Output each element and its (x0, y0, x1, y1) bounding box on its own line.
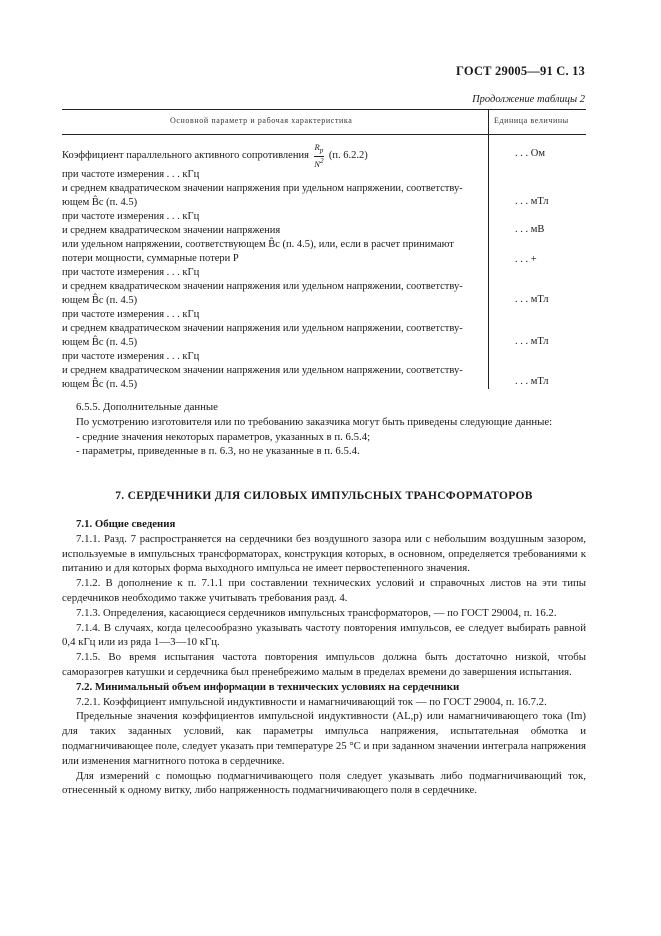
paragraph: 7.1.2. В дополнение к п. 7.1.1 при составлении технических условий и справочных листов на эти типы сердечников необходимо также учитывать требования разд. 4. (62, 577, 586, 604)
list-item: - средние значения некоторых параметров, указанных в п. 6.5.4; (76, 430, 371, 443)
row-unit: . . . мТл (515, 376, 549, 387)
subsection-heading: 7.1. Общие сведения (76, 518, 176, 530)
row-line: при частоте измерения . . . кГц (62, 211, 200, 222)
row-line: и среднем квадратическом значении напряжения при удельном напряжении, соответству- (62, 183, 463, 195)
row-line: ющем B̂c (п. 4.5) (62, 197, 138, 209)
row-line: и среднем квадратическом значении напряжения или удельном напряжении, соответству- (62, 365, 463, 377)
rp-over-n2-fraction (314, 143, 325, 169)
paragraph: По усмотрению изготовителя или по требованию заказчика могут быть приведены следующие данные: (76, 415, 553, 428)
table-header-unit: Единица величины (494, 116, 569, 125)
paragraph: 7.1.3. Определения, касающиеся сердечников импульсных трансформаторов, — по ГОСТ 29004, п. 16.2. (76, 606, 557, 619)
row-line: ющем B̂c (п. 4.5) (62, 337, 138, 349)
table-top-rule (62, 109, 586, 110)
subsection-heading: 7.2. Минимальный объем информации в технических условиях на сердечники (76, 680, 460, 693)
table-row (62, 168, 488, 211)
table-row (62, 210, 488, 238)
row-unit: . . . мТл (515, 294, 549, 305)
row-text: Коэффициент параллельного активного сопротивления (62, 150, 309, 162)
paragraph: 7.2.1. Коэффициент импульсной индуктивности и намагничивающий ток — по ГОСТ 29004, п. 16.7.2. (76, 695, 547, 708)
table-row (62, 350, 488, 393)
fraction-numerator-sub: p (319, 146, 324, 155)
paragraph: 7.1.4. В случаях, когда целесообразно указывать частоту повторения импульсов, ее следует выбирать равной 0,4 кГц или из ряда 1—3—10 кГц. (62, 621, 586, 649)
row-line: при частоте измерения . . . кГц (62, 169, 200, 180)
table-row (62, 266, 488, 309)
row-line: потери мощности, суммарные потери P (62, 253, 239, 265)
list-item: - параметры, приведенные в п. 6.3, но не указанные в п. 6.5.4. (76, 445, 360, 458)
document-reference: ГОСТ 29005—91 С. 13 (456, 64, 585, 78)
paragraph: Для измерений с помощью подмагничивающего поля следует указывать либо подмагничивающий ток, отнесенный к одному витку, либо напряженность подмагничивающего поля в сердечнике. (62, 769, 586, 797)
paragraph: 7.1.1. Разд. 7 распространяется на сердечники без воздушного зазора или с небольшим воздушным зазором, используемые в импульсных трансформаторах, конструкция которых, в основном, определяется требованиями к питанию и для которых форма выходного импульса не имеет первостепенного значения. (62, 532, 586, 575)
section-title: 7. СЕРДЕЧНИКИ ДЛЯ СИЛОВЫХ ИМПУЛЬСНЫХ ТРАНСФОРМАТОРОВ (115, 490, 533, 502)
table-row (62, 238, 488, 266)
additional-data-section (62, 400, 586, 459)
row-unit: . . . мТл (515, 336, 549, 347)
row-line: и среднем квадратическом значении напряжения (62, 225, 281, 237)
row-line: при частоте измерения . . . кГц (62, 309, 200, 320)
row-line: при частоте измерения . . . кГц (62, 267, 200, 278)
row-unit: . . . + (515, 254, 537, 265)
row-line: ющем B̂c (п. 4.5) (62, 295, 138, 307)
section-7-body (62, 517, 586, 798)
row-text-tail: (п. 6.2.2) (328, 150, 368, 162)
paragraph: 7.1.5. Во время испытания частота повторения импульсов должна быть достаточно низкой, чтобы саморазогрев катушки и сердечника был пренебрежимо малым в пределах времени до завершения испытания. (62, 651, 586, 678)
fraction-numerator: R (314, 142, 320, 152)
table-row (62, 308, 488, 351)
table-continuation-label: Продолжение таблицы 2 (472, 94, 585, 105)
row-line: и среднем квадратическом значении напряжения или удельном напряжении, соответству- (62, 323, 463, 335)
fraction-denominator-sup: 2 (319, 156, 324, 165)
fraction-denominator: N (314, 158, 320, 169)
row-line: при частоте измерения . . . кГц (62, 351, 200, 362)
row-unit: . . . Ом (515, 148, 545, 159)
table-header-parameter: Основной параметр и рабочая характеристика (170, 116, 353, 125)
row-line: и среднем квадратическом значении напряжения или удельном напряжении, соответству- (62, 281, 463, 293)
row-unit: . . . мТл (515, 196, 549, 207)
table-header-rule (62, 134, 586, 135)
table-row (62, 143, 488, 169)
row-line: ющем B̂c (п. 4.5) (62, 379, 138, 391)
row-unit: . . . мВ (515, 224, 545, 235)
table-column-divider (488, 109, 489, 389)
paragraph: Предельные значения коэффициентов импульсной индуктивности (AL,p) или намагничивающего тока (Im) для таких заданных условий, как параметры импульса напряжения, испытательная обмотка и подмагничивающее поле, следует указать при температуре 25 °С и при заданном значении интеграла напряжения или изменения магнитного потока в сердечнике. (62, 710, 586, 767)
paragraph: 6.5.5. Дополнительные данные (76, 401, 218, 413)
row-line: или удельном напряжении, соответствующем B̂c (п. 4.5), или, если в расчет принимают (62, 239, 454, 250)
